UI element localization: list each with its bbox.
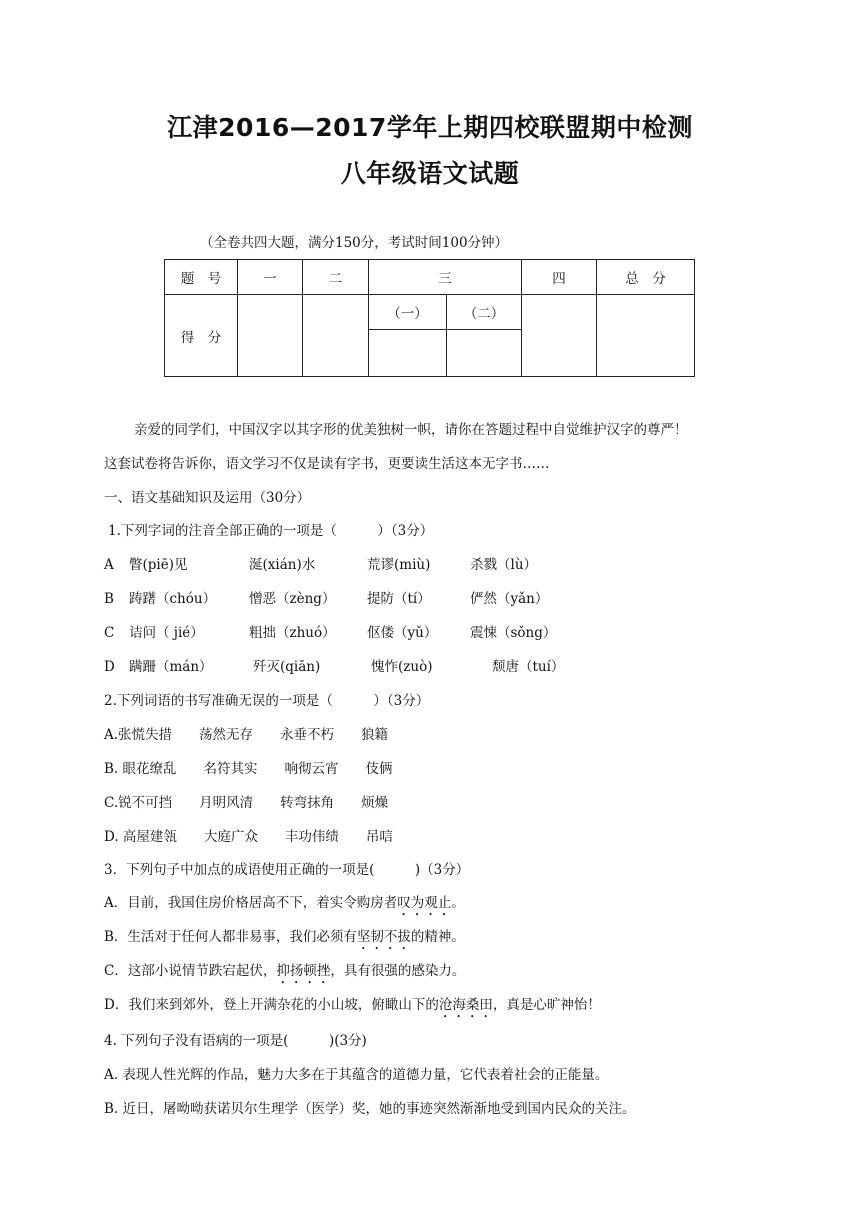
dotted-idiom: 坚韧不拔 [356,929,411,945]
dotted-idiom: 沧海桑田 [438,997,493,1013]
q2-option-d[interactable]: D. 高屋建瓴 大庭广众 丰功伟绩 吊唁 [104,829,393,845]
header-cell: 二 [303,260,369,295]
score-cell[interactable] [597,295,695,377]
option-item: 杀戮（lù） [470,557,538,573]
intro-line-2: 这套试卷将告诉你，语文学习不仅是读有字书，更要读生活这本无字书…… [104,456,550,472]
q2-option-b[interactable]: B. 眼花缭乱 名符其实 响彻云宵 伎俩 [104,761,393,777]
option-item: 伛偻（yǔ） [367,625,438,641]
option-label: D [104,659,115,675]
option-item: 憎恶（zèng） [249,591,336,607]
option-item: 荒谬(miù) [367,557,431,573]
sub-header-cell: （一） [369,295,447,330]
q2-option-c[interactable]: C.锐不可挡 月明风清 转弯抹角 烦燥 [104,795,389,811]
score-table-sub-row [165,295,695,330]
option-text: B．生活对于任何人都非易事，我们必须有 [104,929,357,945]
option-item: 涎(xián)水 [249,557,316,573]
option-text: 的精神。 [410,929,465,945]
option-text: D．我们来到郊外，登上开满杂花的小山坡，俯瞰山下的 [104,997,439,1013]
option-label: C [104,625,115,641]
q4-stem: 4. 下列句子没有语病的一项是( )(3分) [104,1033,367,1049]
option-item: 颓唐（tuí） [492,659,565,675]
q3-option-c[interactable] [104,959,465,987]
option-item: 愧怍(zuò) [371,659,433,675]
q2-option-a[interactable]: A.张慌失措 荡然无存 永垂不朽 狼籍 [104,727,389,743]
q4-option-b[interactable]: B. 近日，屠呦呦获诺贝尔生理学（医学）奖，她的事迹突然渐渐地受到国内民众的关注。 [104,1101,636,1117]
header-cell: 三 [369,260,522,295]
option-item: 踌躇（chóu） [129,591,217,607]
score-table-header-row [165,260,695,295]
option-label: B [104,591,114,607]
score-cell[interactable] [303,295,369,377]
option-text: C．这部小说情节跌宕起伏， [104,963,277,979]
q3-option-b[interactable] [104,925,465,953]
option-item: 震悚（sǒng） [470,625,557,641]
q3-stem: 3．下列句子中加点的成语使用正确的一项是( )（3分） [104,862,470,878]
header-cell: 题 号 [165,260,238,295]
q1-option-d[interactable] [104,655,564,675]
q4-option-a[interactable]: A. 表现人性光辉的作品，魅力大多在于其蕴含的道德力量，它代表着社会的正能量。 [104,1067,609,1083]
option-item: 粗拙（zhuó） [249,625,336,641]
exam-title: 江津2016—2017学年上期四校联盟期中检测 [167,113,693,142]
option-label: A [104,557,114,573]
exam-note: （全卷共四大题，满分150分，考试时间100分钟） [200,235,509,251]
q1-stem: 1.下列字词的注音全部正确的一项是（ ）（3分） [108,523,434,539]
row-label-cell: 得 分 [165,295,238,377]
q1-option-c[interactable] [104,621,556,641]
section-heading: 一、语文基础知识及运用（30分） [104,490,311,506]
q2-stem: 2.下列词语的书写准确无误的一项是（ ）（3分） [104,693,430,709]
q3-option-a[interactable] [104,891,465,919]
option-item: 提防（tí） [367,591,431,607]
option-text: ，具有很强的感染力。 [330,963,466,979]
header-cell: 总 分 [597,260,695,295]
score-cell[interactable] [369,330,447,377]
score-cell[interactable] [238,295,303,377]
score-cell[interactable] [522,295,597,377]
option-item: 蹒跚（mán） [129,659,213,675]
option-text: ，真是心旷神怡！ [492,997,601,1013]
option-item: 歼灭(qiān) [253,659,321,675]
header-cell: 一 [238,260,303,295]
option-item: 俨然（yǎn） [470,591,549,607]
option-text: A．目前，我国住房价格居高不下，着实令购房者 [104,895,398,911]
q1-option-b[interactable] [104,587,548,607]
intro-line-1: 亲爱的同学们，中国汉字以其字形的优美独树一帜，请你在答题过程中自觉维护汉字的尊严！ [134,422,688,438]
score-cell[interactable] [447,330,522,377]
sub-header-cell: （二） [447,295,522,330]
q3-option-d[interactable] [104,993,601,1021]
exam-subtitle: 八年级语文试题 [340,159,520,188]
option-item: 诘问（ jié） [129,625,204,641]
dotted-idiom: 抑扬顿挫 [276,963,331,979]
header-cell: 四 [522,260,597,295]
score-table [164,259,695,377]
q1-option-a[interactable] [104,553,537,573]
option-item: 瞥(piē)见 [129,557,188,573]
dotted-idiom: 叹为观止 [397,895,452,911]
option-text: 。 [451,895,465,911]
